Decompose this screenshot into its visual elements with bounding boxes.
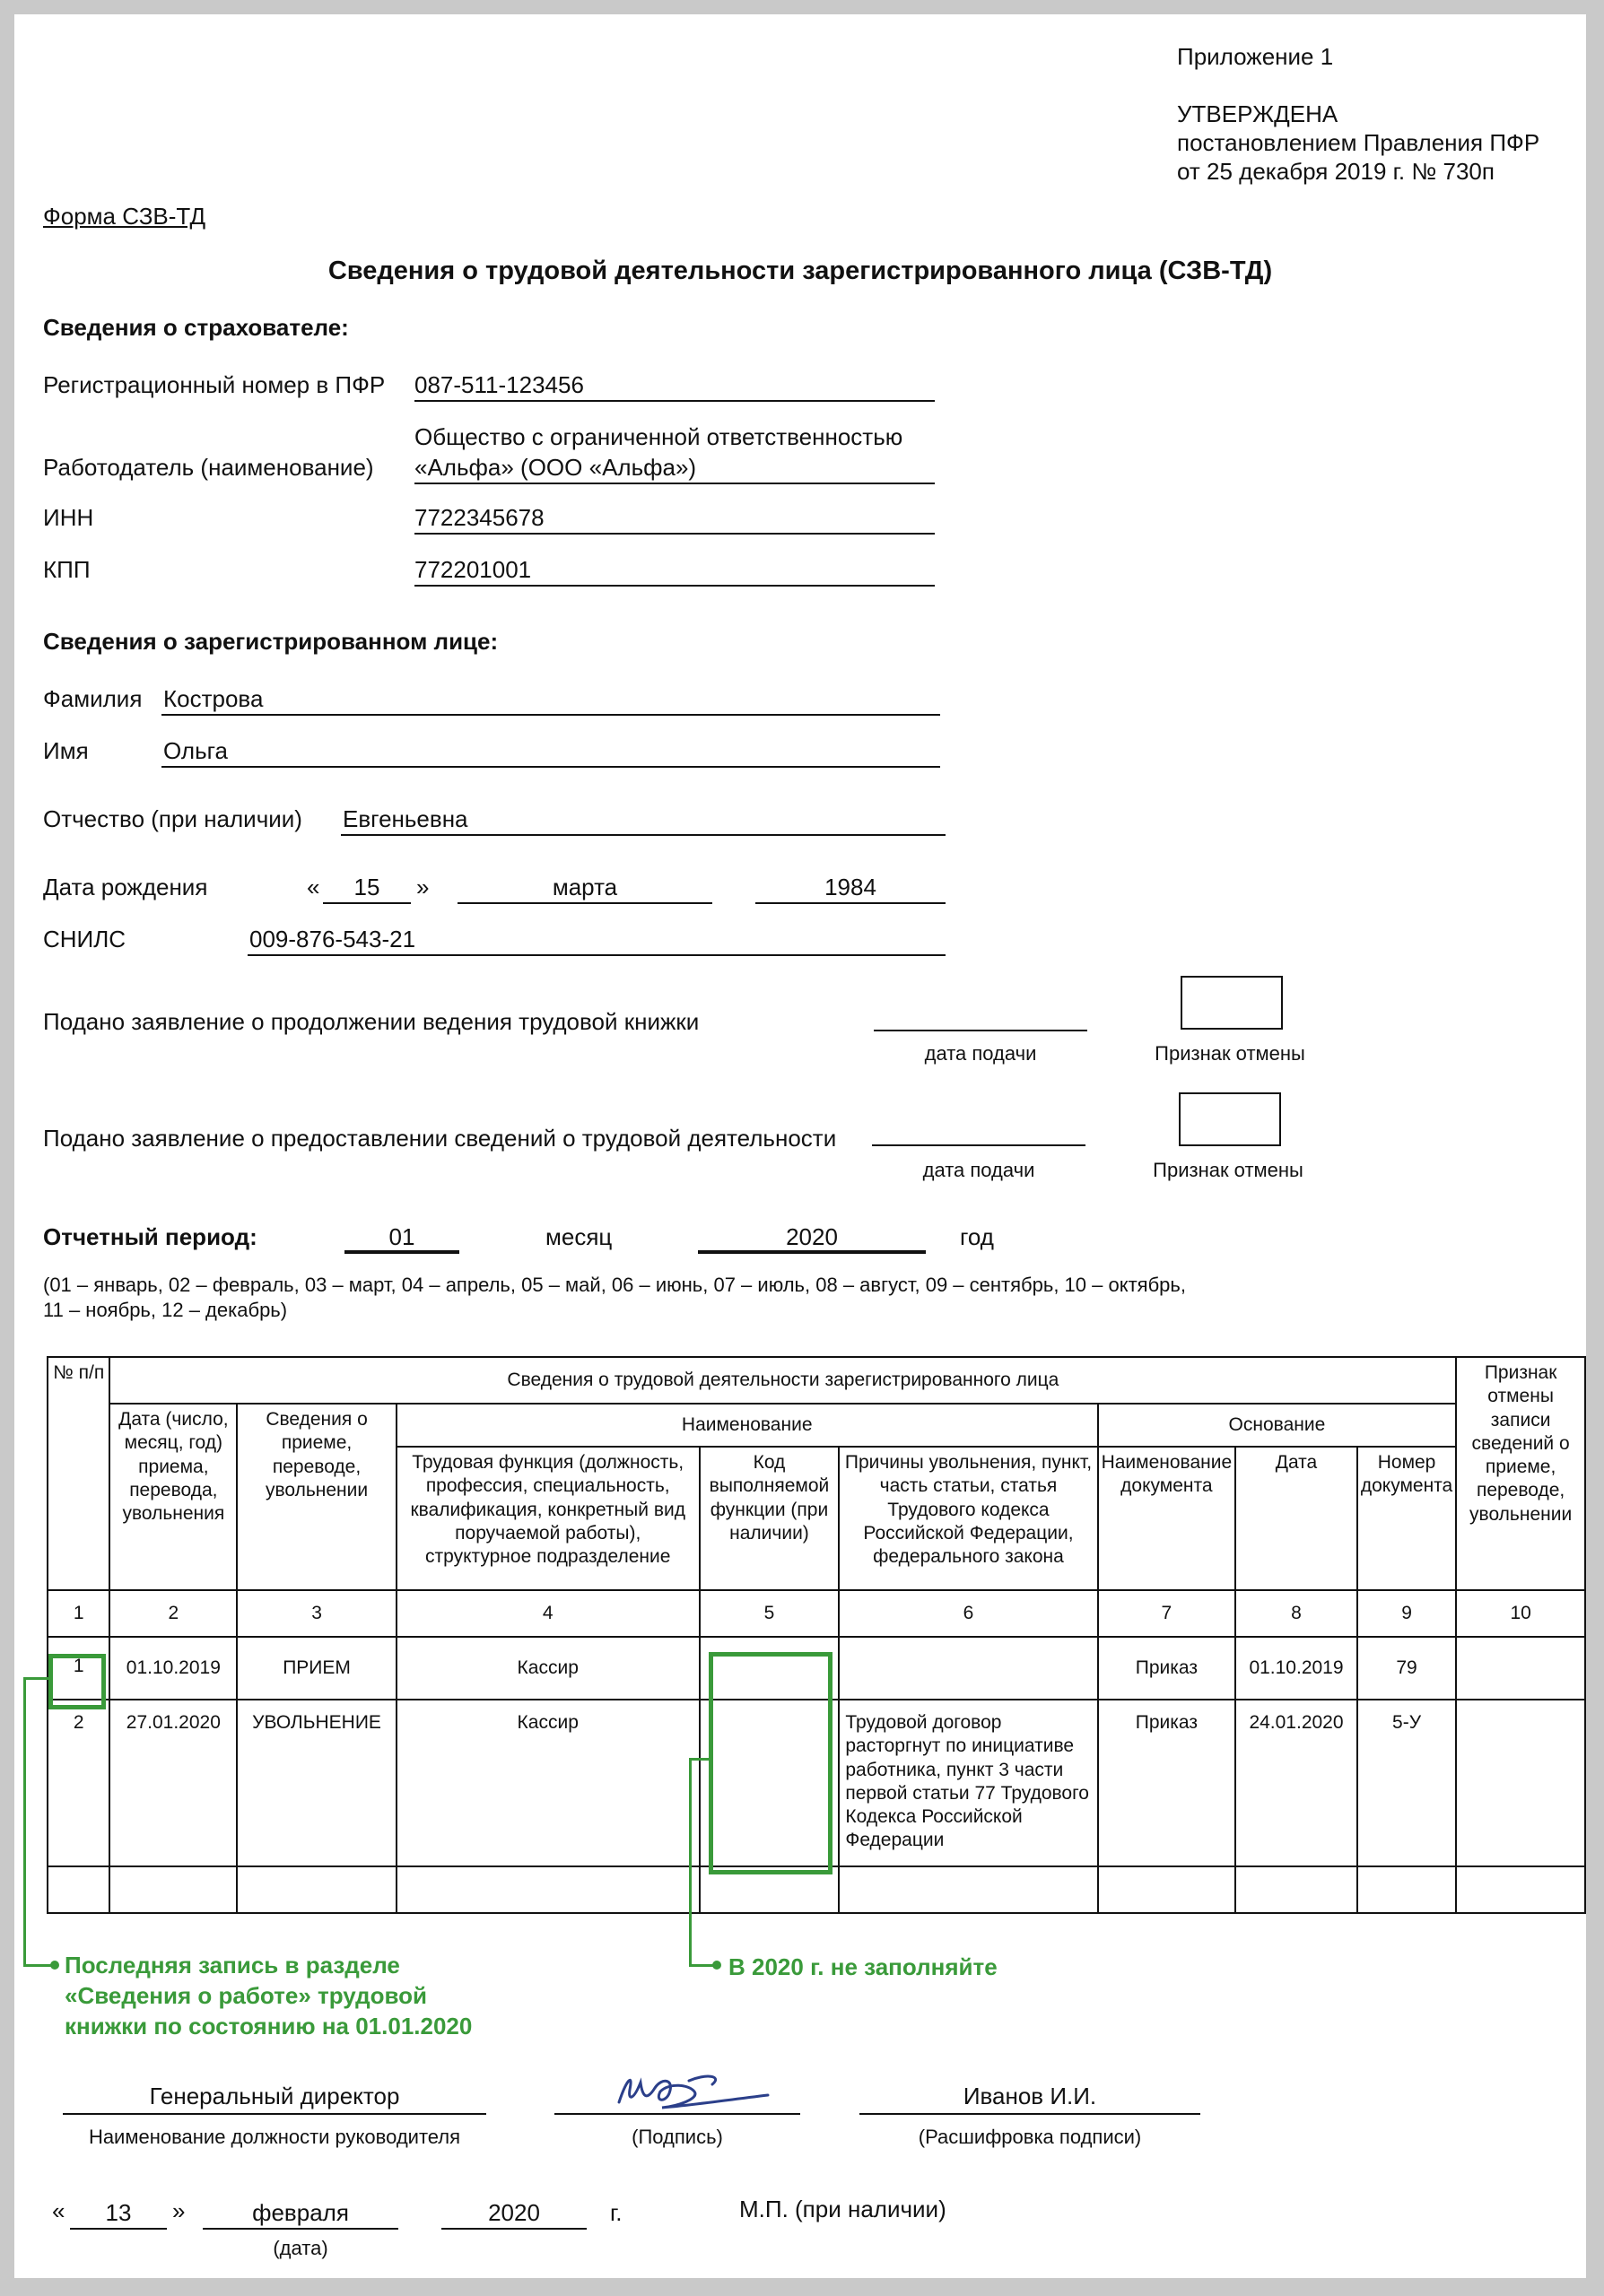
inn-line [414, 533, 935, 535]
connector-line [23, 1677, 50, 1680]
header-basis: Основание [1098, 1404, 1457, 1447]
header-doc-name: Наименование документа [1098, 1447, 1236, 1590]
position-value: Генеральный директор [149, 2083, 400, 2109]
sign-year: 2020 [488, 2199, 540, 2226]
birth-day-line [323, 902, 411, 904]
note-code-column: В 2020 г. не заполняйте [728, 1953, 998, 1980]
row-cancel [1456, 1637, 1585, 1700]
birth-year: 1984 [824, 874, 876, 900]
birth-quote-close: » [416, 874, 430, 900]
provide-info-label: Подано заявление о предоставлении сведений о трудовой деятельности [43, 1125, 837, 1152]
reg-number-label: Регистрационный номер в ПФР [43, 371, 386, 398]
insurer-heading: Сведения о страхователе: [43, 314, 349, 341]
birth-month: марта [552, 874, 618, 900]
continue-book-label: Подано заявление о продолжении ведения трудовой книжки [43, 1008, 700, 1035]
employer-label: Работодатель (наименование) [43, 454, 374, 481]
provide-cancel-caption: Признак отмены [1153, 1159, 1303, 1181]
col-number: 6 [839, 1590, 1097, 1637]
period-year-word: год [960, 1223, 994, 1250]
row-doc-num: 5-У [1357, 1700, 1456, 1866]
header-doc-num: Номер документа [1357, 1447, 1456, 1590]
approved-label: УТВЕРЖДЕНА [1177, 100, 1338, 127]
header-function: Трудовая функция (должность, профессия, специальность, квалификация, конкретный вид поручаемой работы), структурное подразделение [397, 1447, 700, 1590]
position-line [63, 2113, 486, 2115]
surname-label: Фамилия [43, 685, 143, 712]
name-value: Ольга [163, 737, 229, 764]
note-last-record-2: «Сведения о работе» трудовой [65, 1982, 427, 2009]
continue-cancel-caption: Признак отмены [1155, 1042, 1305, 1065]
document-title: Сведения о трудовой деятельности зарегистрированного лица (СЗВ-ТД) [327, 257, 1273, 285]
row-event: ПРИЕМ [237, 1637, 397, 1700]
surname-value: Кострова [163, 685, 264, 712]
header-date: Дата (число, месяц, год) приема, перевода, увольнения [109, 1404, 237, 1590]
patronymic-line [341, 834, 946, 836]
position-caption: Наименование должности руководителя [88, 2126, 461, 2148]
sign-year-line [441, 2228, 587, 2230]
birth-quote-open: « [307, 874, 320, 900]
sign-day: 13 [105, 2199, 132, 2226]
continue-date-line [874, 1030, 1087, 1031]
connector-line [23, 1677, 26, 1966]
row-reason [839, 1637, 1097, 1700]
period-label: Отчетный период: [43, 1223, 257, 1250]
employer-value-2: «Альфа» (ООО «Альфа») [414, 454, 697, 481]
highlight-code-column [709, 1652, 833, 1874]
row-doc: Приказ [1098, 1700, 1236, 1866]
row-function: Кассир [397, 1700, 700, 1866]
kpp-label: КПП [43, 556, 91, 583]
name-decode-line [859, 2113, 1200, 2115]
period-month-word: месяц [545, 1223, 613, 1250]
continue-cancel-box[interactable] [1181, 976, 1283, 1030]
col-number: 9 [1357, 1590, 1456, 1637]
kpp-line [414, 585, 935, 587]
birth-month-line [458, 902, 712, 904]
form-name: Форма СЗВ-ТД [43, 203, 206, 230]
snils-line [248, 954, 946, 956]
inn-label: ИНН [43, 504, 94, 531]
approved-by: постановлением Правления ПФР [1177, 129, 1540, 156]
birth-day: 15 [353, 874, 380, 900]
sign-month: февраля [252, 2199, 349, 2226]
birth-label: Дата рождения [43, 874, 208, 900]
sign-caption: (Подпись) [632, 2126, 723, 2148]
kpp-value: 772201001 [414, 556, 532, 583]
sign-line [554, 2113, 800, 2115]
inn-value: 7722345678 [414, 504, 545, 531]
header-code: Код выполняемой функции (при наличии) [700, 1447, 840, 1590]
col-number: 1 [48, 1590, 109, 1637]
col-number: 2 [109, 1590, 237, 1637]
sign-day-line [70, 2228, 167, 2230]
column-numbers-row [48, 1590, 1585, 1637]
provide-date-line [872, 1144, 1085, 1146]
name-decode-value: Иванов И.И. [963, 2083, 1097, 2109]
highlight-last-record [48, 1654, 106, 1709]
appendix-label: Приложение 1 [1177, 43, 1334, 70]
col-number: 10 [1456, 1590, 1585, 1637]
snils-label: СНИЛС [43, 926, 126, 952]
birth-year-line [755, 902, 946, 904]
approved-date: от 25 декабря 2019 г. № 730п [1177, 158, 1495, 185]
header-doc-date: Дата [1235, 1447, 1357, 1590]
row-date: 01.10.2019 [109, 1637, 237, 1700]
patronymic-value: Евгеньевна [343, 805, 468, 832]
sign-year-suffix: г. [610, 2199, 623, 2226]
connector-line [689, 1758, 692, 1966]
form-sheet [14, 14, 1586, 2278]
name-decode-caption: (Расшифровка подписи) [918, 2126, 1142, 2148]
bullet-dot [712, 1961, 721, 1970]
note-last-record-1: Последняя запись в разделе [65, 1952, 400, 1979]
surname-line [161, 714, 940, 716]
row-reason: Трудовой договор расторгнут по инициативе работника, пункт 3 части первой статьи 77 Трудового Кодекса Российской Федерации [839, 1700, 1097, 1866]
provide-date-caption: дата подачи [922, 1159, 1035, 1181]
name-label: Имя [43, 737, 89, 764]
stamp-label: М.П. (при наличии) [739, 2196, 946, 2222]
row-doc-date: 01.10.2019 [1235, 1637, 1357, 1700]
name-line [161, 766, 940, 768]
employer-line [414, 483, 935, 484]
row-doc: Приказ [1098, 1637, 1236, 1700]
row-num: 2 [48, 1700, 109, 1866]
connector-line [689, 1758, 712, 1761]
period-note-2: 11 – ноябрь, 12 – декабрь) [43, 1299, 288, 1321]
reg-number-value: 087-511-123456 [414, 371, 584, 398]
period-month: 01 [388, 1223, 415, 1250]
header-name: Наименование [397, 1404, 1098, 1447]
header-num: № п/п [48, 1357, 109, 1590]
header-info: Сведения о приеме, переводе, увольнении [237, 1404, 397, 1590]
period-year-line [698, 1250, 926, 1254]
period-month-line [344, 1250, 459, 1254]
row-num: 1 [48, 1637, 109, 1700]
snils-value: 009-876-543-21 [249, 926, 416, 952]
sign-month-line [203, 2228, 398, 2230]
period-note-1: (01 – январь, 02 – февраль, 03 – март, 04 – апрель, 05 – май, 06 – июнь, 07 – июль, 08 – август, 09 – сентябрь, 10 – октябрь, [43, 1274, 1186, 1296]
provide-cancel-box[interactable] [1179, 1092, 1281, 1146]
col-number: 3 [237, 1590, 397, 1637]
row-function: Кассир [397, 1637, 700, 1700]
header-reason: Причины увольнения, пункт, часть статьи, статья Трудового кодекса Российской Федерации, федерального закона [839, 1447, 1097, 1590]
row-doc-date: 24.01.2020 [1235, 1700, 1357, 1866]
sign-date-caption: (дата) [273, 2237, 328, 2259]
row-date: 27.01.2020 [109, 1700, 237, 1866]
col-number: 7 [1098, 1590, 1236, 1637]
continue-date-caption: дата подачи [924, 1042, 1037, 1065]
row-event: УВОЛЬНЕНИЕ [237, 1700, 397, 1866]
person-heading: Сведения о зарегистрированном лице: [43, 628, 499, 655]
bullet-dot [50, 1961, 59, 1970]
col-number: 8 [1235, 1590, 1357, 1637]
header-cancel: Признак отмены записи сведений о приеме, переводе, увольнении [1456, 1357, 1585, 1590]
col-number: 4 [397, 1590, 700, 1637]
row-cancel [1456, 1700, 1585, 1866]
period-year: 2020 [786, 1223, 838, 1250]
employer-value-1: Общество с ограниченной ответственностью [414, 423, 903, 450]
header-main: Сведения о трудовой деятельности зарегистрированного лица [109, 1357, 1456, 1404]
row-doc-num: 79 [1357, 1637, 1456, 1700]
note-last-record-3: книжки по состоянию на 01.01.2020 [65, 2013, 473, 2039]
col-number: 5 [700, 1590, 840, 1637]
reg-number-line [414, 400, 935, 402]
patronymic-label: Отчество (при наличии) [43, 805, 302, 832]
date-quote-open: « [52, 2197, 65, 2224]
date-quote-close: » [172, 2197, 186, 2224]
